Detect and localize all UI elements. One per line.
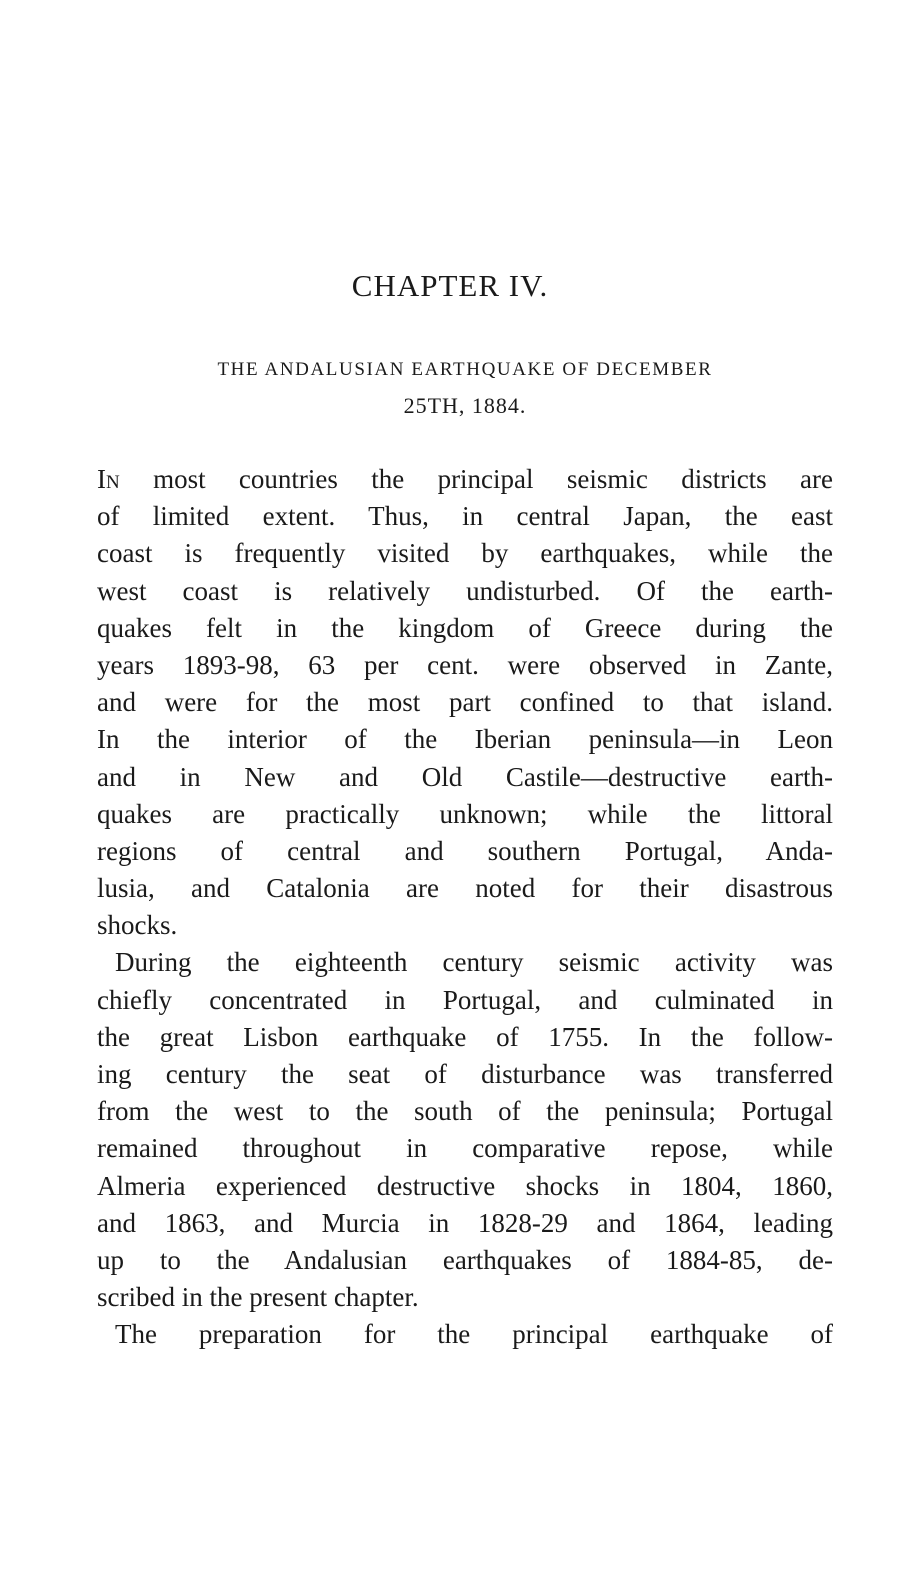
- subtitle-line-2: 25TH, 1884.: [403, 393, 527, 418]
- text-line: ing century the seat of disturbance was transferred: [97, 1059, 833, 1089]
- text-line: lusia, and Catalonia are noted for their disastrous: [97, 873, 833, 904]
- text-line: quakes are practically unknown; while the littoral: [97, 798, 833, 829]
- text-line: The preparation for the principal earthquake of: [115, 1319, 833, 1350]
- text-line: chiefly concentrated in Portugal, and culminated in: [97, 984, 833, 1015]
- text-line: Almeria experienced destructive shocks in 1804, 1860,: [97, 1170, 833, 1201]
- text-line: the great Lisbon earthquake of 1755. In the follow-: [97, 1021, 833, 1052]
- text-line: from the west to the south of the peninsula; Portugal: [97, 1096, 833, 1127]
- paragraph: [97, 1316, 833, 1353]
- chapter-subtitle: [95, 352, 835, 424]
- text-line: In the interior of the Iberian peninsula—in Leon: [97, 724, 833, 755]
- text-line: shocks.: [97, 910, 178, 941]
- text-line: west coast is relatively undisturbed. Of the earth-: [97, 575, 833, 606]
- text-line: of limited extent. Thus, in central Japan, the east: [97, 501, 833, 532]
- body-text: [97, 461, 833, 1354]
- text-line: scribed in the present chapter.: [97, 1282, 419, 1313]
- text-line: In most countries the principal seismic districts are: [97, 464, 833, 494]
- text-line: and in New and Old Castile—destructive earth-: [97, 761, 833, 792]
- text-line: and were for the most part confined to that island.: [97, 687, 833, 718]
- paragraph: [97, 461, 833, 944]
- text-line: years 1893-98, 63 per cent. were observed in Zante,: [97, 649, 833, 680]
- text-line: regions of central and southern Portugal, Anda-: [97, 835, 833, 866]
- text-line: and 1863, and Murcia in 1828-29 and 1864, leading: [97, 1207, 833, 1238]
- paragraph: [97, 944, 833, 1316]
- text-line: up to the Andalusian earthquakes of 1884-85, de-: [97, 1244, 833, 1275]
- text-line: During the eighteenth century seismic activity was: [115, 947, 833, 978]
- text-line: quakes felt in the kingdom of Greece during the: [97, 612, 833, 643]
- text-line: remained throughout in comparative repose, while: [97, 1133, 833, 1164]
- text-line: coast is frequently visited by earthquakes, while the: [97, 538, 833, 569]
- chapter-title: CHAPTER IV.: [351, 268, 549, 303]
- subtitle-line-1: THE ANDALUSIAN EARTHQUAKE OF DECEMBER: [217, 359, 713, 380]
